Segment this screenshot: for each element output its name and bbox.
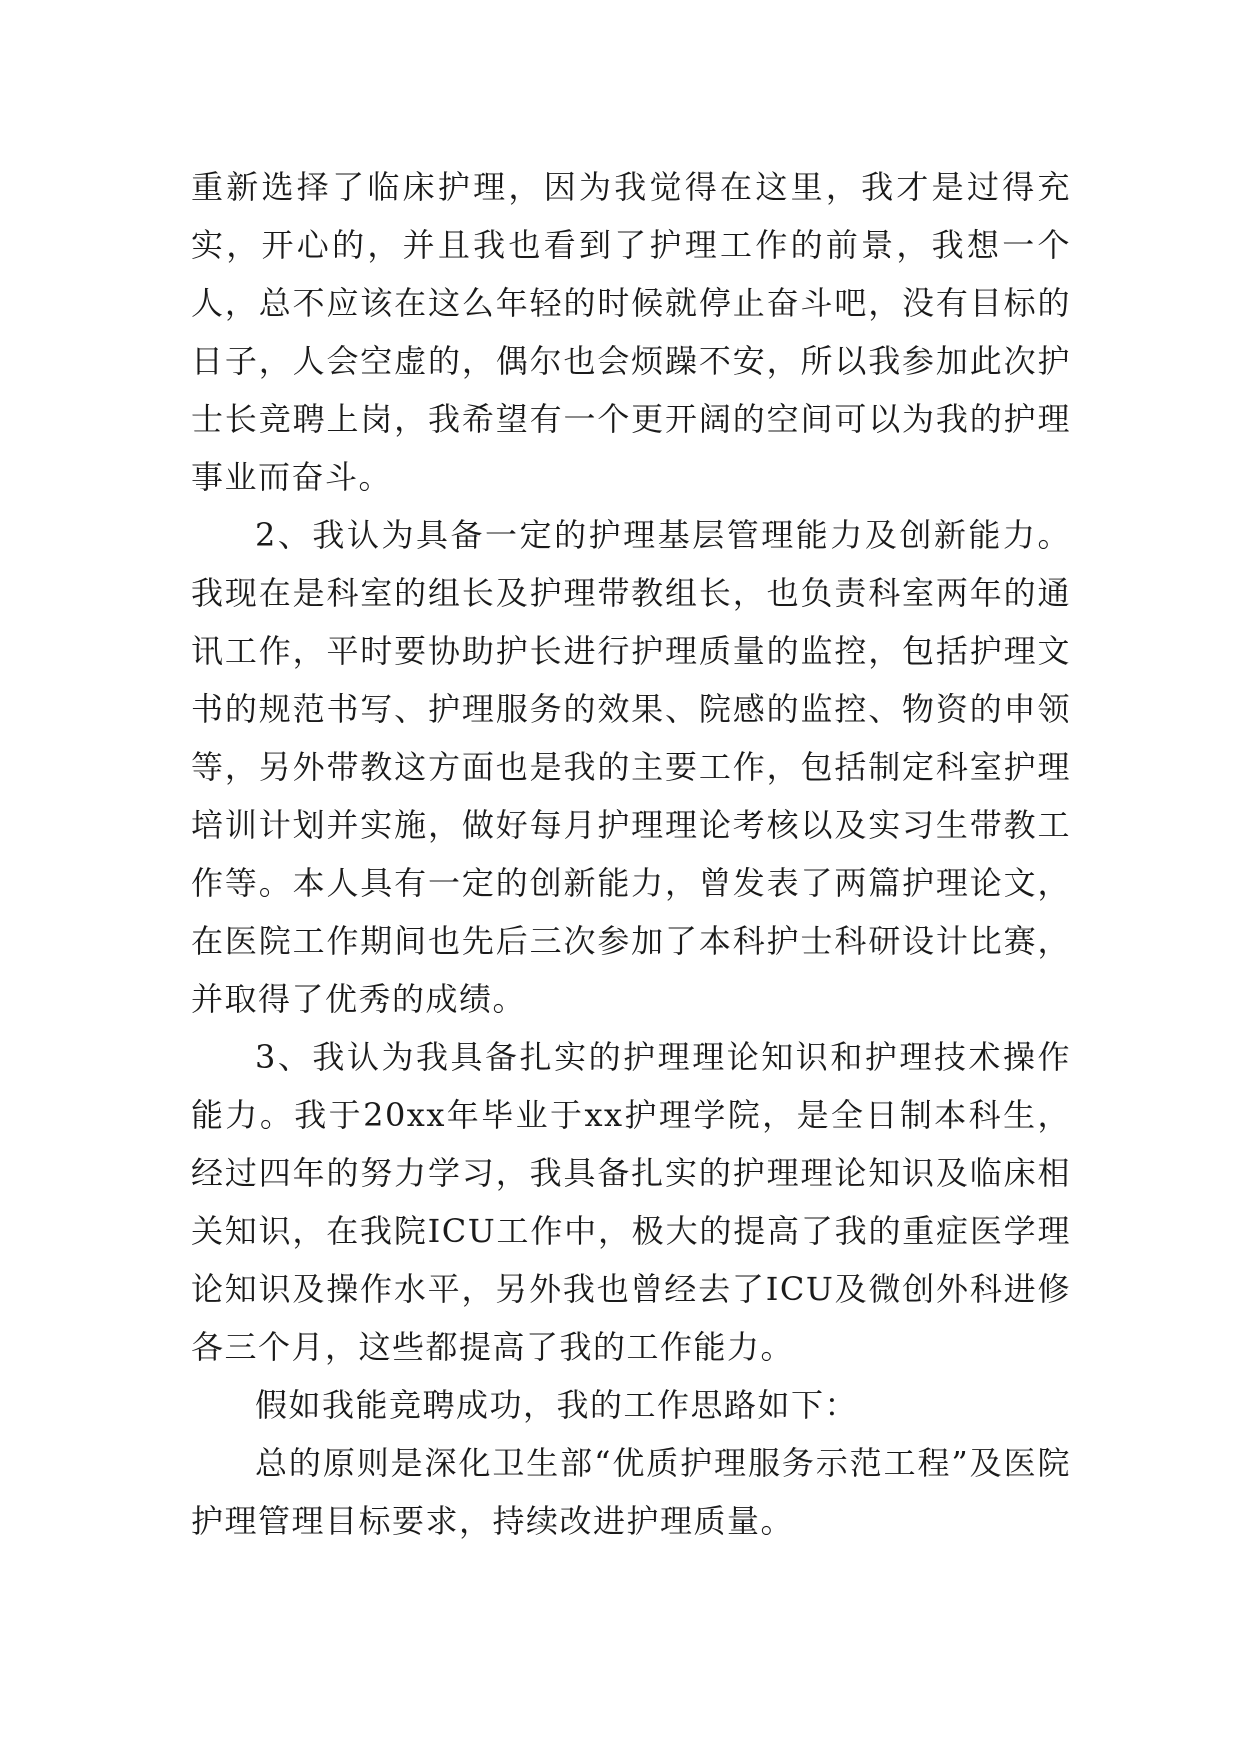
paragraph-5: 总的原则是深化卫生部“优质护理服务示范工程”及医院护理管理目标要求，持续改进护理质量。	[191, 1444, 1071, 1540]
paragraph-3: 3、我认为我具备扎实的护理理论知识和护理技术操作能力。我于20xx年毕业于xx护理学院，是全日制本科生，经过四年的努力学习，我具备扎实的护理理论知识及临床相关知识，在我院ICU工作中，极大的提高了我的重症医学理论知识及操作水平，另外我也曾经去了ICU及微创外科进修各三个月，这些都提高了我的工作能力。	[191, 1038, 1071, 1366]
paragraph-1: 重新选择了临床护理，因为我觉得在这里，我才是过得充实，开心的，并且我也看到了护理工作的前景，我想一个人，总不应该在这么年轻的时候就停止奋斗吧，没有目标的日子，人会空虚的，偶尔也会烦躁不安，所以我参加此次护士长竞聘上岗，我希望有一个更开阔的空间可以为我的护理事业而奋斗。	[191, 168, 1071, 496]
paragraph-2: 2、我认为具备一定的护理基层管理能力及创新能力。我现在是科室的组长及护理带教组长，也负责科室两年的通讯工作，平时要协助护长进行护理质量的监控，包括护理文书的规范书写、护理服务的效果、院感的监控、物资的申领等，另外带教这方面也是我的主要工作，包括制定科室护理培训计划并实施，做好每月护理理论考核以及实习生带教工作等。本人具有一定的创新能力，曾发表了两篇护理论文，在医院工作期间也先后三次参加了本科护士科研设计比赛，并取得了优秀的成绩。	[191, 516, 1071, 1018]
document-body	[191, 158, 1071, 1550]
paragraph-4: 假如我能竞聘成功，我的工作思路如下：	[255, 1386, 859, 1424]
